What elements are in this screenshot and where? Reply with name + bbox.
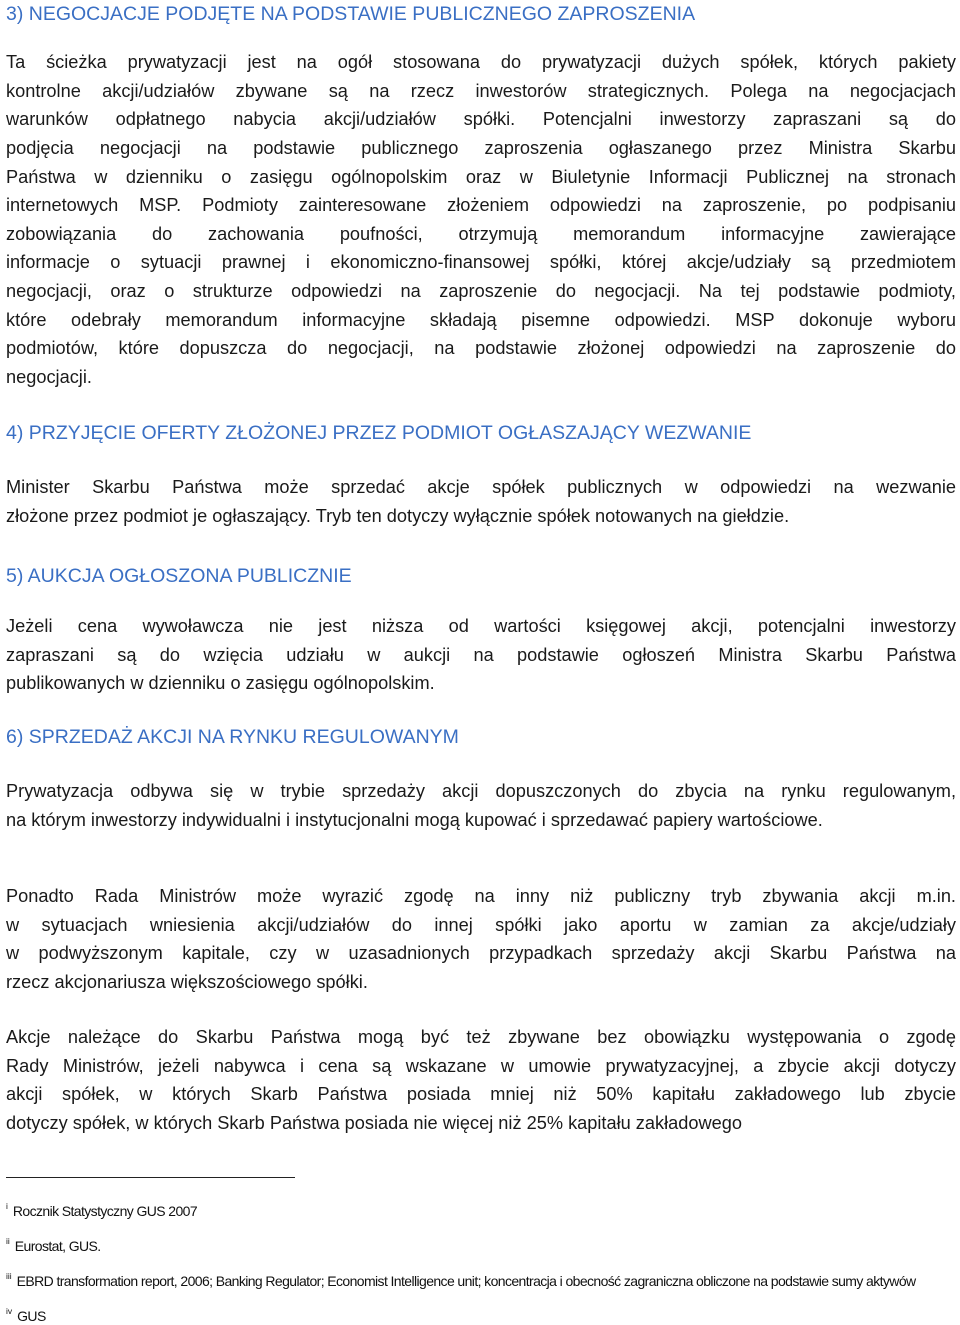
paragraph-line: złożone przez podmiot je ogłaszający. Tryb ten dotyczy wyłącznie spółek notowanych na giełdzie. xyxy=(6,505,790,526)
section-4-paragraph xyxy=(6,473,956,530)
council-consent-paragraph xyxy=(6,882,956,997)
footnote-mark: i xyxy=(6,1201,8,1211)
paragraph-line: informacje o sytuacji prawnej i ekonomiczno-finansowej spółki, której akcje/udziały są przedmiotem xyxy=(6,252,956,273)
footnote-text: GUS xyxy=(17,1308,46,1324)
paragraph-line: zobowiązania do zachowania poufności, otrzymują memorandum informacyjne zawierające xyxy=(6,223,956,244)
paragraph-line: podmiotów, które dopuszcza do negocjacji, na podstawie złożonej odpowiedzi na zaproszenie do xyxy=(6,338,956,359)
footnote-text: Rocznik Statystyczny GUS 2007 xyxy=(12,1203,198,1219)
paragraph-line: internetowych MSP. Podmioty zainteresowane złożeniem odpowiedzi na zaproszenie, po podpisaniu xyxy=(6,195,956,216)
footnote-mark: iv xyxy=(6,1306,13,1316)
paragraph-line: Państwa w dzienniku o zasięgu ogólnopolskim oraz w Biuletynie Informacji Publicznej na stronach xyxy=(6,166,956,187)
paragraph-line: negocjacji, oraz o strukturze odpowiedzi na zaproszenie do negocjacji. Na tej podstawie podmioty, xyxy=(6,281,956,302)
section-5-heading: 5) AUKCJA OGŁOSZONA PUBLICZNIE xyxy=(6,565,352,587)
section-3-heading: 3) NEGOCJACJE PODJĘTE NA PODSTAWIE PUBLICZNEGO ZAPROSZENIA xyxy=(6,3,696,25)
paragraph-line: dotyczy spółek, w których Skarb Państwa posiada nie więcej niż 25% kapitału zakładowego xyxy=(6,1112,742,1133)
footnote-mark: ii xyxy=(6,1236,10,1246)
footnote-1 xyxy=(6,1197,197,1220)
footnote-mark: iii xyxy=(6,1271,12,1281)
paragraph-line: Minister Skarbu Państwa może sprzedać akcje spółek publicznych w odpowiedzi na wezwanie xyxy=(6,477,956,497)
paragraph-line: publikowanych w dzienniku o zasięgu ogólnopolskim. xyxy=(6,673,435,694)
section-6-heading: 6) SPRZEDAŻ AKCJI NA RYNKU REGULOWANYM xyxy=(6,726,459,748)
paragraph-line: w sytuacjach wniesienia akcji/udziałów do innej spółki jako aportu w zamian za akcje/udziały xyxy=(6,914,956,935)
paragraph-line: Ta ścieżka prywatyzacji jest na ogół stosowana do prywatyzacji dużych spółek, których pakiety xyxy=(6,52,956,72)
section-4-heading: 4) PRZYJĘCIE OFERTY ZŁOŻONEJ PRZEZ PODMIOT OGŁASZAJĄCY WEZWANIE xyxy=(6,422,752,444)
paragraph-line: Prywatyzacja odbywa się w trybie sprzedaży akcji dopuszczonych do zbycia na rynku regulowanym, xyxy=(6,781,956,801)
paragraph-line: Rady Ministrów, jeżeli nabywca i cena są wskazane w umowie prywatyzacyjnej, a zbycie akcji dotyczy xyxy=(6,1055,956,1076)
paragraph-line: rzecz akcjonariusza większościowego spółki. xyxy=(6,971,368,992)
paragraph-line: kontrolne akcji/udziałów zbywane są na rzecz inwestorów strategicznych. Polega na negocjacjach xyxy=(6,80,956,101)
footnote-separator xyxy=(6,1177,295,1178)
footnote-3 xyxy=(6,1267,916,1290)
section-6-paragraph xyxy=(6,777,956,834)
paragraph-line: podjęcia negocjacji na podstawie publicznego zaproszenia ogłaszanego przez Ministra Skarbu xyxy=(6,137,956,158)
paragraph-line: na którym inwestorzy indywidualni i instytucjonalni mogą kupować i sprzedawać papiery wartościowe. xyxy=(6,809,823,830)
footnote-2 xyxy=(6,1232,101,1255)
shares-disposal-paragraph xyxy=(6,1023,956,1138)
paragraph-line: zapraszani są do wzięcia udziału w aukcji na podstawie ogłoszeń Ministra Skarbu Państwa xyxy=(6,644,956,665)
paragraph-line: Akcje należące do Skarbu Państwa mogą być też zbywane bez obowiązku występowania o zgodę xyxy=(6,1027,956,1047)
footnote-text: EBRD transformation report, 2006; Banking Regulator; Economist Intelligence unit; koncentracja i obecność zagraniczna obliczone na podstawie sumy aktywów xyxy=(16,1273,916,1289)
footnote-4 xyxy=(6,1302,46,1325)
paragraph-line: które odebrały memorandum informacyjne składają pisemne odpowiedzi. MSP dokonuje wyboru xyxy=(6,309,956,330)
paragraph-line: negocjacji. xyxy=(6,367,92,388)
paragraph-line: Ponadto Rada Ministrów może wyrazić zgodę na inny niż publiczny tryb zbywania akcji m.in. xyxy=(6,886,956,906)
section-3-paragraph xyxy=(6,48,956,392)
paragraph-line: Jeżeli cena wywoławcza nie jest niższa od wartości księgowej akcji, potencjalni inwestorzy xyxy=(6,616,956,636)
paragraph-line: warunków odpłatnego nabycia akcji/udziałów spółki. Potencjalni inwestorzy zapraszani są do xyxy=(6,109,956,130)
section-5-paragraph xyxy=(6,612,956,698)
footnote-text: Eurostat, GUS. xyxy=(14,1238,101,1254)
paragraph-line: w podwyższonym kapitale, czy w uzasadnionych przypadkach sprzedaży akcji Skarbu Państwa na xyxy=(6,943,956,964)
paragraph-line: akcji spółek, w których Skarb Państwa posiada mniej niż 50% kapitału zakładowego lub zbycie xyxy=(6,1084,956,1105)
